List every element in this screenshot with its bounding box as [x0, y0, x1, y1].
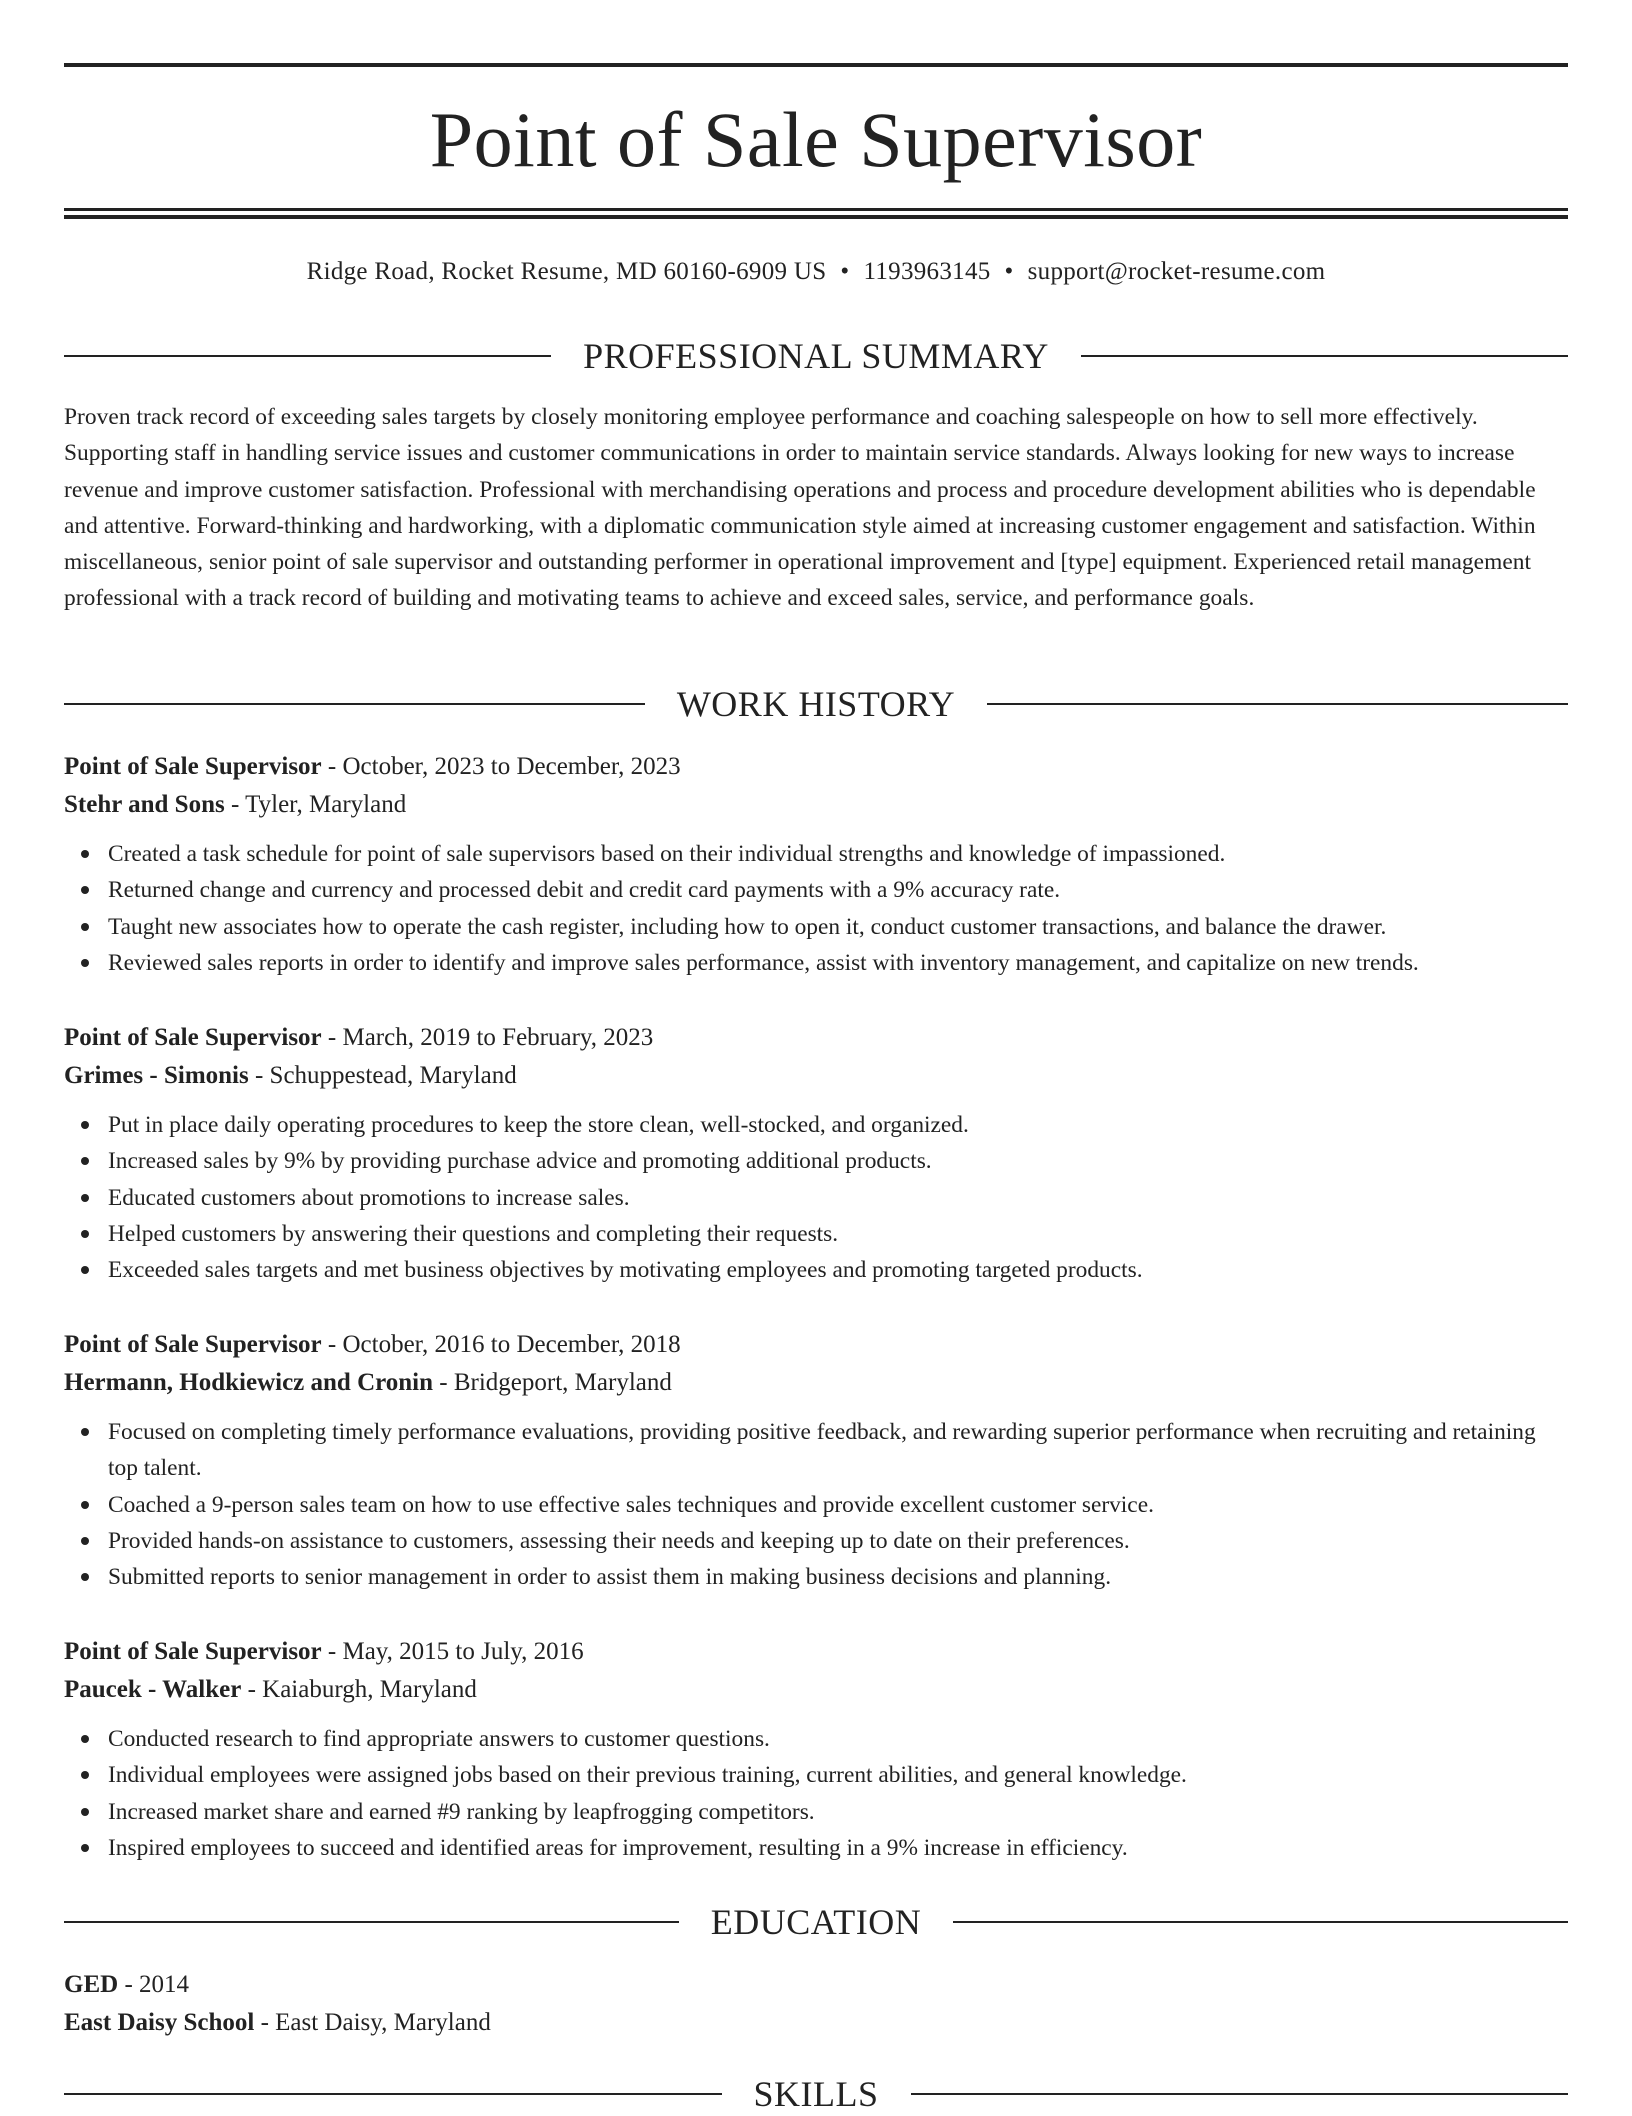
job-company: Paucek - Walker	[64, 1676, 242, 1703]
summary-paragraph: Proven track record of exceeding sales targets by closely monitoring employee performance and coaching salespeople on how to sell more effectively. Supporting staff in handling service issues and customer communications in order to maintain service standards. Always looking for new ways to increase revenue and improve customer satisfaction. Professional with merchandising operations and process and procedure development abilities who is dependable and attentive. Forward-thinking and hardworking, with a diplomatic communication style aimed at increasing customer engagement and satisfaction. Within miscellaneous, senior point of sale supervisor and outstanding performer in operational improvement and [type] equipment. Experienced retail management professional with a track record of building and motivating teams to achieve and exceed sales, service, and performance goals.	[64, 404, 1536, 612]
section-heading-skills	[64, 2072, 1568, 2116]
contact-email: support@rocket-resume.com	[1027, 258, 1326, 285]
dash: -	[327, 1024, 337, 1051]
job-title-line	[64, 1633, 1568, 1671]
section-heading-work	[64, 682, 1568, 726]
job-location: Tyler, Maryland	[245, 791, 407, 818]
education-school: East Daisy School	[64, 2009, 255, 2036]
job-title-line	[64, 1326, 1568, 1364]
section-title-work: WORK HISTORY	[676, 684, 956, 724]
job-title: Point of Sale Supervisor	[64, 753, 322, 780]
job-dates: October, 2023 to December, 2023	[342, 753, 681, 780]
job-bullets	[64, 836, 1568, 981]
job-company: Grimes - Simonis	[64, 1062, 249, 1089]
heading-rule-right	[953, 1921, 1568, 1923]
dash: -	[327, 1638, 337, 1665]
job-entry	[64, 1019, 1568, 1288]
dash: -	[327, 1331, 337, 1358]
education-location: East Daisy, Maryland	[275, 2009, 491, 2036]
heading-rule-left	[64, 355, 551, 357]
bullet-item: Submitted reports to senior management in order to assist them in making business decisions and planning.	[108, 1559, 1568, 1595]
job-title-line	[64, 1019, 1568, 1057]
heading-rule-left	[64, 703, 645, 705]
section-heading-education	[64, 1900, 1568, 1944]
heading-rule-right	[987, 703, 1568, 705]
job-bullets	[64, 1721, 1568, 1866]
job-location: Kaiaburgh, Maryland	[262, 1676, 477, 1703]
job-dates: March, 2019 to February, 2023	[342, 1024, 654, 1051]
education-entry	[64, 1966, 1568, 2042]
heading-rule-left	[64, 2093, 722, 2095]
dash: -	[230, 791, 240, 818]
bullet-item: Focused on completing timely performance evaluations, providing positive feedback, and rewarding superior performance when recruiting and retaining top talent.	[108, 1414, 1568, 1487]
job-title-line	[64, 748, 1568, 786]
job-company-line	[64, 1364, 1568, 1402]
education-school-line	[64, 2004, 1568, 2042]
bullet-item: Individual employees were assigned jobs based on their previous training, current abilities, and general knowledge.	[108, 1757, 1568, 1793]
job-entry	[64, 1326, 1568, 1595]
page-title: Point of Sale Supervisor	[429, 96, 1203, 183]
job-title: Point of Sale Supervisor	[64, 1024, 322, 1051]
job-location: Schuppestead, Maryland	[269, 1062, 517, 1089]
job-company-line	[64, 1057, 1568, 1095]
education-year: 2014	[139, 1971, 190, 1998]
bullet-item: Created a task schedule for point of sale supervisors based on their individual strengths and knowledge of impassioned.	[108, 836, 1568, 872]
job-company-line	[64, 786, 1568, 824]
job-company: Hermann, Hodkiewicz and Cronin	[64, 1369, 434, 1396]
contact-line	[64, 255, 1568, 289]
bullet-item: Conducted research to find appropriate answers to customer questions.	[108, 1721, 1568, 1757]
header-top-rule	[64, 63, 1568, 67]
header-bottom-rule	[64, 208, 1568, 211]
bullet-item: Taught new associates how to operate the cash register, including how to open it, conduct customer transactions, and balance the drawer.	[108, 909, 1568, 945]
bullet-item: Put in place daily operating procedures to keep the store clean, well-stocked, and organized.	[108, 1107, 1568, 1143]
bullet-item: Returned change and currency and processed debit and credit card payments with a 9% accuracy rate.	[108, 872, 1568, 908]
bullet-item: Exceeded sales targets and met business objectives by motivating employees and promoting targeted products.	[108, 1252, 1568, 1288]
job-title: Point of Sale Supervisor	[64, 1638, 322, 1665]
contact-separator: •	[840, 258, 850, 285]
heading-rule-left	[64, 1921, 679, 1923]
bullet-item: Provided hands-on assistance to customers, assessing their needs and keeping up to date on their preferences.	[108, 1523, 1568, 1559]
job-bullets	[64, 1414, 1568, 1595]
job-company: Stehr and Sons	[64, 791, 225, 818]
job-entry	[64, 748, 1568, 981]
dash: -	[254, 1062, 264, 1089]
contact-separator: •	[1004, 258, 1014, 285]
education-degree: GED	[64, 1971, 119, 1998]
contact-phone: 1193963145	[863, 258, 991, 285]
header-bottom-rule-second	[64, 215, 1568, 219]
job-entry	[64, 1633, 1568, 1866]
section-title-summary: PROFESSIONAL SUMMARY	[583, 336, 1049, 376]
heading-rule-right	[911, 2093, 1569, 2095]
job-dates: October, 2016 to December, 2018	[342, 1331, 681, 1358]
dash: -	[327, 753, 337, 780]
section-title-education: EDUCATION	[710, 1902, 922, 1942]
section-heading-summary	[64, 334, 1568, 378]
job-dates: May, 2015 to July, 2016	[342, 1638, 584, 1665]
bullet-item: Inspired employees to succeed and identified areas for improvement, resulting in a 9% increase in efficiency.	[108, 1830, 1568, 1866]
resume-page	[64, 0, 1568, 2112]
job-company-line	[64, 1671, 1568, 1709]
bullet-item: Helped customers by answering their questions and completing their requests.	[108, 1216, 1568, 1252]
bullet-item: Reviewed sales reports in order to identify and improve sales performance, assist with inventory management, and capitalize on new trends.	[108, 945, 1568, 981]
section-title-skills: SKILLS	[753, 2074, 879, 2114]
heading-rule-right	[1081, 355, 1568, 357]
contact-address: Ridge Road, Rocket Resume, MD 60160-6909 US	[306, 258, 827, 285]
education-degree-line	[64, 1966, 1568, 2004]
dash: -	[439, 1369, 448, 1396]
dash: -	[124, 1971, 133, 1998]
bullet-item: Increased market share and earned #9 ranking by leapfrogging competitors.	[108, 1794, 1568, 1830]
bullet-item: Educated customers about promotions to increase sales.	[108, 1180, 1568, 1216]
dash: -	[247, 1676, 256, 1703]
job-location: Bridgeport, Maryland	[453, 1369, 672, 1396]
dash: -	[260, 2009, 269, 2036]
bullet-item: Increased sales by 9% by providing purchase advice and promoting additional products.	[108, 1143, 1568, 1179]
job-title: Point of Sale Supervisor	[64, 1331, 322, 1358]
bullet-item: Coached a 9-person sales team on how to use effective sales techniques and provide excellent customer service.	[108, 1487, 1568, 1523]
job-bullets	[64, 1107, 1568, 1288]
